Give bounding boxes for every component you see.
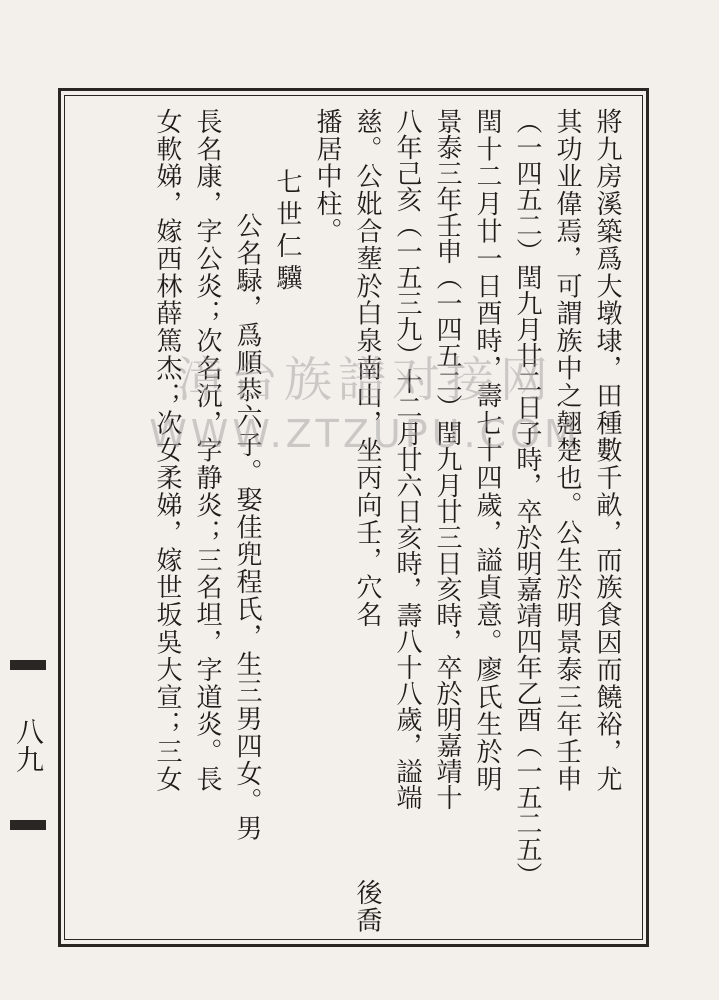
text-column-2: 其功业偉焉，可謂族中之翹楚也。公生於明景泰三年壬申 [552, 108, 582, 793]
page-number: 八九 [12, 717, 45, 773]
text-column-1: 將九房溪築爲大墩埭，田種數千畝，而族食因而饒裕，尤 [592, 108, 622, 793]
text-column-8: 播居中柱。 [312, 108, 342, 245]
text-column-7-trail: 後喬 [352, 879, 382, 934]
text-column-10: 公名騄，爲順恭六子。娶佳兜程氏，生三男四女。男 [232, 212, 262, 843]
text-column-4: 閏十二月廿一日酉時，壽七十四歲，謚貞意。廖氏生於明 [472, 108, 502, 793]
text-column-7-main: 慈。公妣合塟於白泉南山，坐丙向壬，穴名 [352, 108, 382, 629]
text-body [112, 108, 622, 934]
watermark-url: WWW.ZTZUPU.COM [149, 412, 581, 456]
section-heading: 七世仁驥 [272, 168, 302, 296]
text-column-6: 八年己亥（一五三九）十二月廿六日亥時，壽八十八歲，謚端 [392, 108, 422, 810]
text-column-12: 女軟娣，嫁西林薛篤杰；次女柔娣，嫁世坂吳大宣；三女 [152, 108, 182, 793]
tab-ornament-bottom [10, 820, 46, 830]
watermark-title: 漳台族譜对接网 [175, 352, 554, 408]
text-column-11: 長名康，字公炎；次名沉，字静炎；三名坦，字道炎。長 [192, 108, 222, 793]
page-number-tab [8, 660, 48, 830]
text-column-5: 景泰三年壬申（一四五二）閏九月廿三日亥時，卒於明嘉靖十 [432, 108, 462, 810]
tab-ornament-top [10, 660, 46, 670]
text-column-7 [352, 108, 382, 934]
text-column-3: （一四五二）閏九月廿二日子時，卒於明嘉靖四年乙酉（一五二五） [512, 108, 542, 888]
